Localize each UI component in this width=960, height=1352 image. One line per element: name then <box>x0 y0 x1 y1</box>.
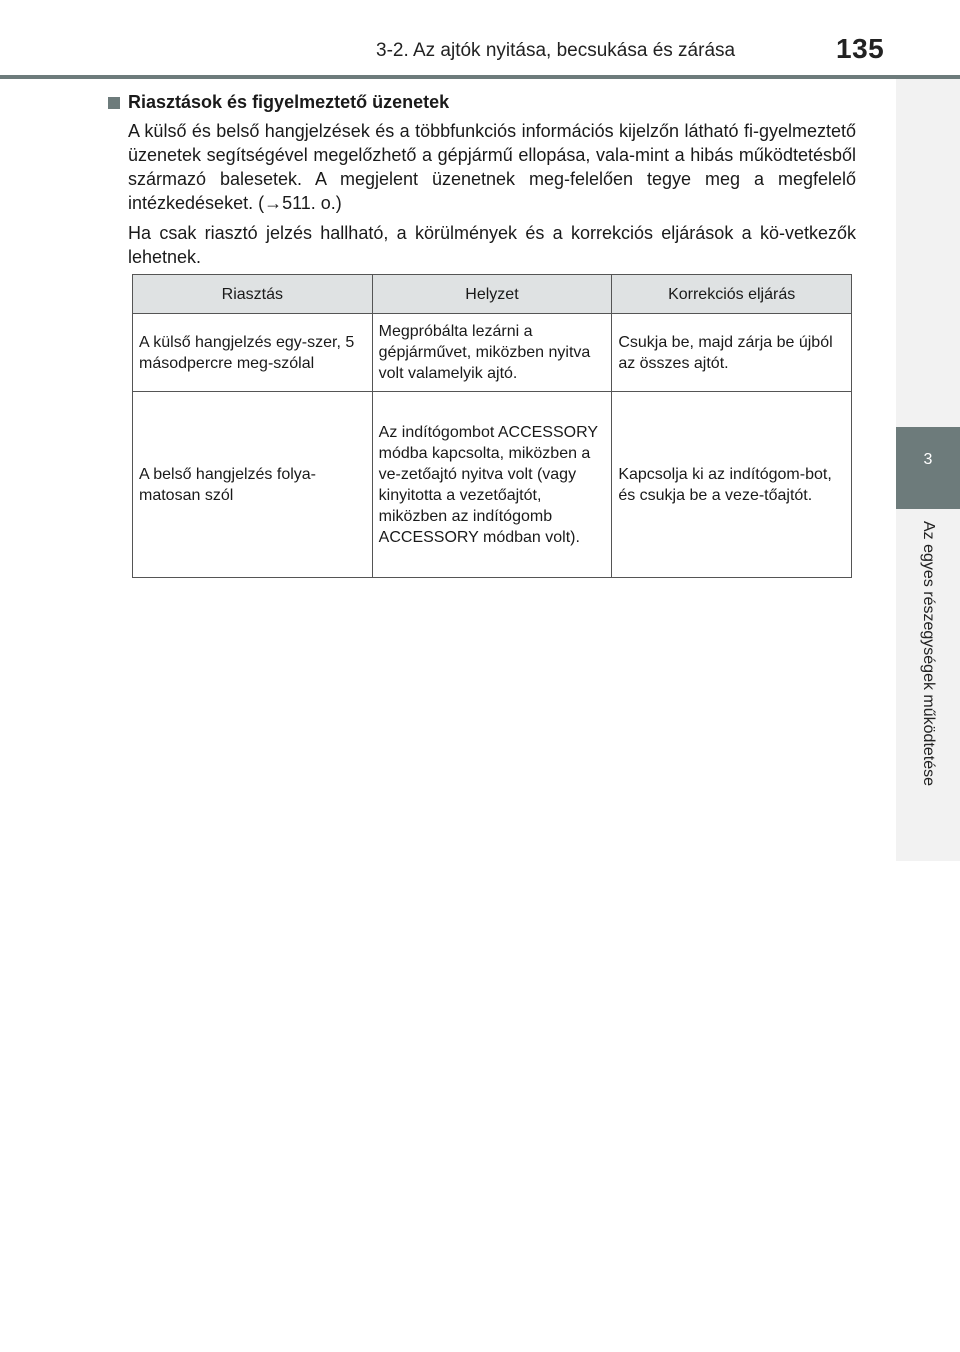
col-header-correction: Korrekciós eljárás <box>612 275 852 314</box>
chapter-number: 3 <box>923 451 933 468</box>
cell-situation: Az indítógombot ACCESSORY módba kapcsolta, miközben a ve-zetőajtó nyitva volt (vagy kinyitotta a vezetőajtót, miközben az indítógomb ACCESSORY módban volt). <box>372 392 612 578</box>
square-bullet-icon <box>108 97 120 109</box>
page-reference: 511. o.) <box>282 193 342 213</box>
side-strip <box>896 79 960 427</box>
paragraph-intro <box>128 119 856 215</box>
chapter-tab <box>896 427 960 509</box>
section-heading-text: Riasztások és figyelmeztető üzenetek <box>128 92 450 112</box>
cell-alarm: A belső hangjelzés folya-matosan szól <box>133 392 373 578</box>
col-header-situation: Helyzet <box>372 275 612 314</box>
chapter-side-strip <box>896 509 960 861</box>
cell-alarm: A külső hangjelzés egy-szer, 5 másodpercre meg-szólal <box>133 314 373 392</box>
paragraph-intro-text: A külső és belső hangjelzések és a többfunkciós információs kijelzőn látható fi-gyelmeztető üzenetek segítségével megelőzhető a gépjármű ellopása, vala-mint a hibás működtetésből származó balesetek. A megjelent üzenetnek meg-felelően tegye meg a megfelelő intézkedéseket. ( <box>128 121 856 213</box>
section-heading <box>108 92 856 113</box>
page-reference-arrow-icon: → <box>264 193 283 213</box>
chapter-title: Az egyes részegységek működtetése <box>920 521 937 787</box>
header-rule <box>0 75 960 79</box>
col-header-alarm: Riasztás <box>133 275 373 314</box>
cell-correction: Kapcsolja ki az indítógom-bot, és csukja be a veze-tőajtót. <box>612 392 852 578</box>
section-alarms <box>108 92 856 275</box>
cell-correction: Csukja be, majd zárja be újból az összes ajtót. <box>612 314 852 392</box>
paragraph-alarm-only: Ha csak riasztó jelzés hallható, a körülmények és a korrekciós eljárások a kö-vetkezők lehetnek. <box>128 223 856 267</box>
alarm-table <box>132 274 852 578</box>
table-header-row <box>133 275 852 314</box>
table-row <box>133 392 852 578</box>
table-row <box>133 314 852 392</box>
cell-situation: Megpróbálta lezárni a gépjárművet, miközben nyitva volt valamelyik ajtó. <box>372 314 612 392</box>
page-number: 135 <box>836 33 885 64</box>
header-section-title: 3-2. Az ajtók nyitása, becsukása és zárása <box>376 40 736 61</box>
